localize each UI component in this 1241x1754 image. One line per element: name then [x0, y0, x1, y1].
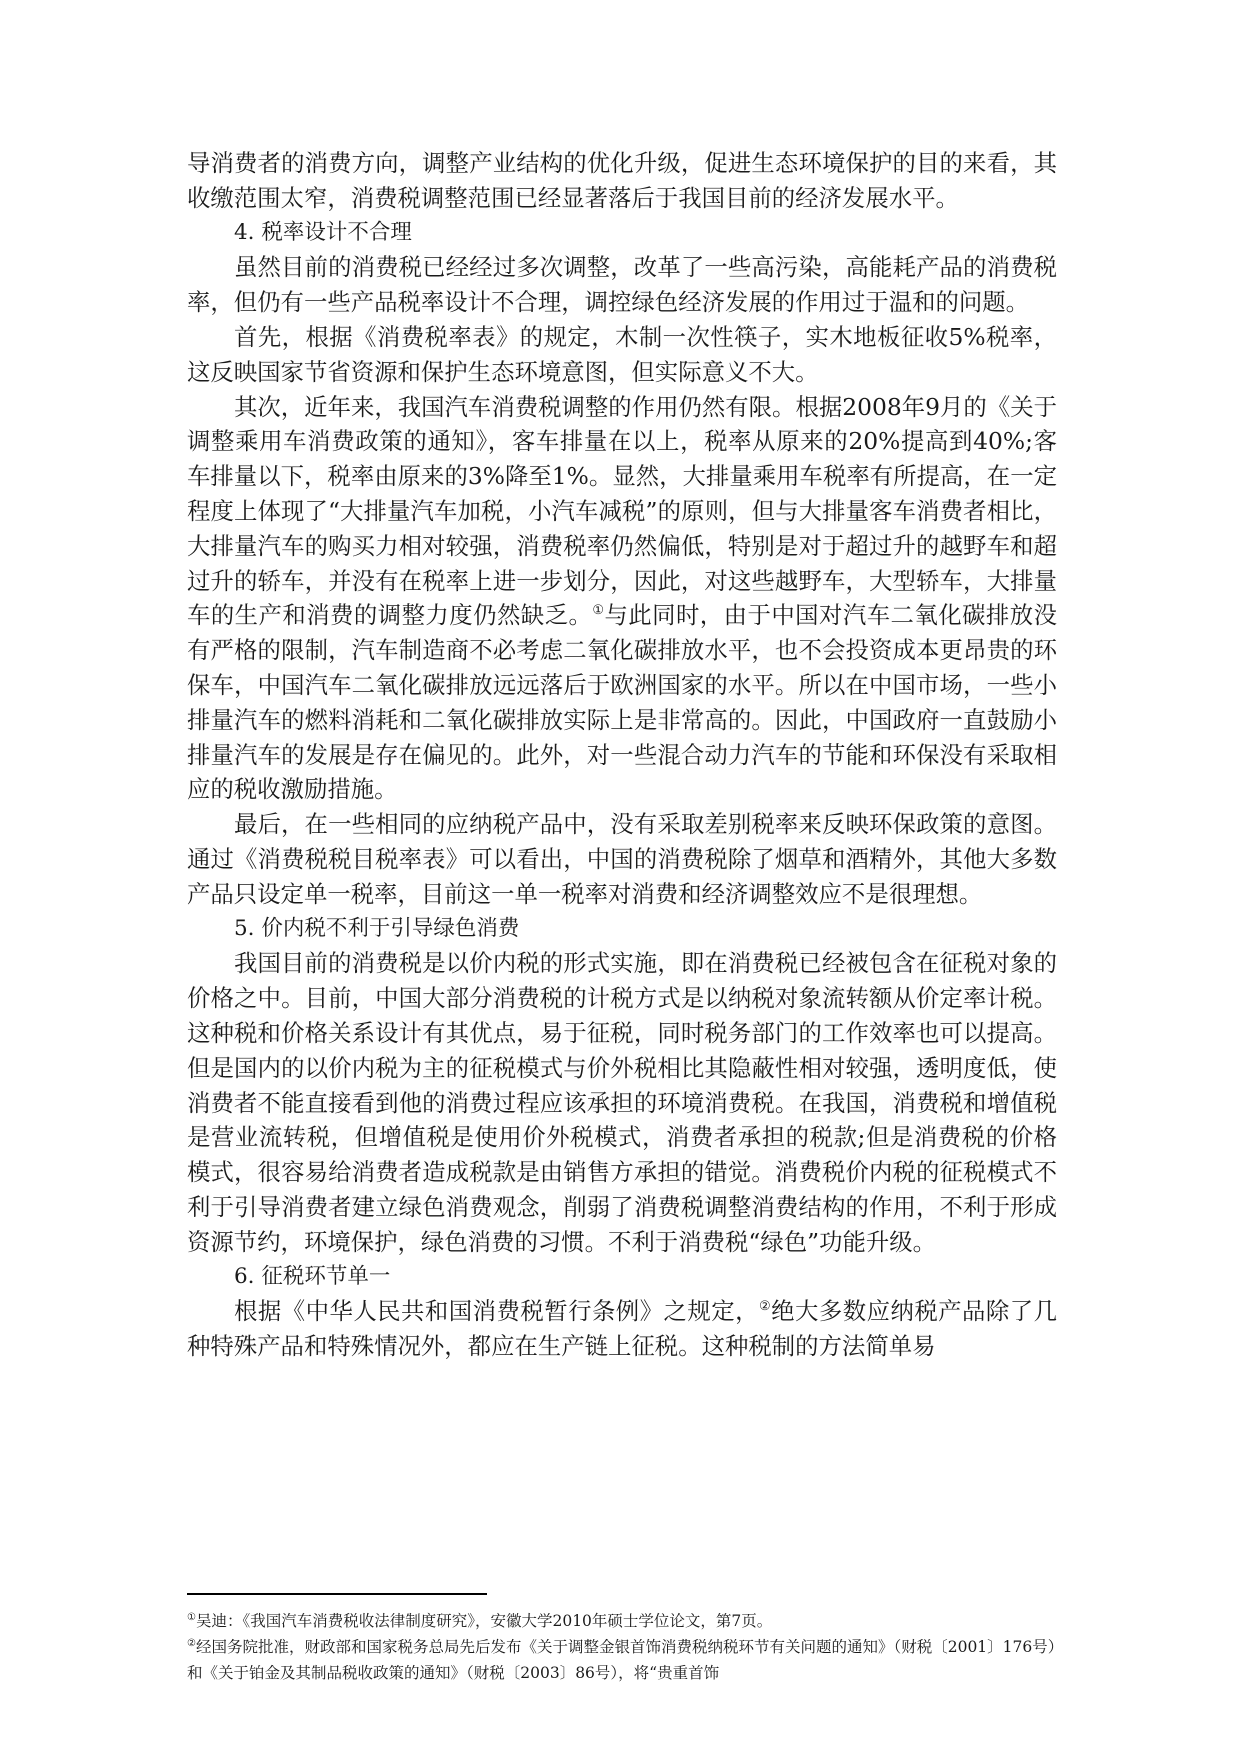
paragraph-text: 绝大多数应纳税产品除了几种特殊产品和特殊情况外，都应在生产链上征税。这种税制的方法简单易 [187, 1297, 1058, 1361]
footnote-2 [187, 1634, 1057, 1686]
footnote-text: 经国务院批准，财政部和国家税务总局先后发布《关于调整金银首饰消费税纳税环节有关问题的通知》（财税〔2001〕176号）和《关于铂金及其制品税收政策的通知》（财税〔2003〕86号），将“贵重首饰 [187, 1638, 1056, 1682]
footnote-ref-2[interactable]: ② [759, 1299, 772, 1315]
paragraph: 首先，根据《消费税率表》的规定，木制一次性筷子，实木地板征收5%税率，这反映国家节省资源和保护生态环境意图，但实际意义不大。 [187, 322, 1057, 386]
paragraph: 我国目前的消费税是以价内税的形式实施，即在消费税已经被包含在征税对象的价格之中。目前，中国大部分消费税的计税方式是以纳税对象流转额从价定率计税。这种税和价格关系设计有其优点，易于征税，同时税务部门的工作效率也可以提高。但是国内的以价内税为主的征税模式与价外税相比其隐蔽性相对较强，透明度低，使消费者不能直接看到他的消费过程应该承担的环境消费税。在我国，消费税和增值税是营业流转税，但增值税是使用价外税模式，消费者承担的税款;但是消费税的价格模式，很容易给消费者造成税款是由销售方承担的错觉。消费税价内税的征税模式不利于引导消费者建立绿色消费观念，削弱了消费税调整消费结构的作用，不利于形成资源节约，环境保护，绿色消费的习惯。不利于消费税“绿色”功能升级。 [187, 949, 1057, 1256]
section-heading-5: 5. 价内税不利于引导绿色消费 [234, 915, 520, 941]
footnotes [187, 1608, 1057, 1686]
section-heading-4: 4. 税率设计不合理 [234, 219, 412, 245]
footnote-mark-1: ① [187, 1611, 196, 1623]
paragraph-with-footnote [187, 390, 1057, 808]
body-text [187, 146, 1057, 1364]
footnote-mark-2: ② [187, 1637, 196, 1649]
section-heading-6: 6. 征税环节单一 [234, 1263, 391, 1289]
footnote-ref-1[interactable]: ① [592, 603, 605, 619]
paragraph-continuation: 导消费者的消费方向，调整产业结构的优化升级，促进生态环境保护的目的来看，其收缴范围太窄，消费税调整范围已经显著落后于我国目前的经济发展水平。 [187, 149, 1057, 212]
paragraph-text: 根据《中华人民共和国消费税暂行条例》之规定， [234, 1297, 759, 1326]
paragraph-with-footnote [187, 1294, 1057, 1364]
paragraph: 最后，在一些相同的应纳税产品中，没有采取差别税率来反映环保政策的意图。通过《消费税税目税率表》可以看出，中国的消费税除了烟草和酒精外，其他大多数产品只设定单一税率，目前这一单一税率对消费和经济调整效应不是很理想。 [187, 810, 1057, 908]
footnote-1 [187, 1608, 1057, 1634]
paragraph-text: 其次，近年来，我国汽车消费税调整的作用仍然有限。根据2008年9月的《关于调整乘用车消费政策的通知》，客车排量在以上，税率从原来的20%提高到40%;客车排量以下，税率由原来的3%降至1%。显然，大排量乘用车税率有所提高，在一定程度上体现了“大排量汽车加税，小汽车减税”的原则，但与大排量客车消费者相比，大排量汽车的购买力相对较强，消费税率仍然偏低，特别是对于超过升的越野车和超过升的轿车，并没有在税率上进一步划分，因此，对这些越野车，大型轿车，大排量车的生产和消费的调整力度仍然缺乏。 [187, 392, 1057, 630]
footnote-text: 吴迪：《我国汽车消费税收法律制度研究》，安徽大学2010年硕士学位论文，第7页。 [195, 1612, 773, 1630]
paragraph-text: 与此同时，由于中国对汽车二氧化碳排放没有严格的限制，汽车制造商不必考虑二氧化碳排放水平，也不会投资成本更昂贵的环保车，中国汽车二氧化碳排放远远落后于欧洲国家的水平。所以在中国市场，一些小排量汽车的燃料消耗和二氧化碳排放实际上是非常高的。因此，中国政府一直鼓励小排量汽车的发展是存在偏见的。此外，对一些混合动力汽车的节能和环保没有采取相应的税收激励措施。 [187, 601, 1057, 804]
footnote-separator [187, 1593, 487, 1595]
paragraph: 虽然目前的消费税已经经过多次调整，改革了一些高污染，高能耗产品的消费税率，但仍有一些产品税率设计不合理，调控绿色经济发展的作用过于温和的问题。 [187, 253, 1057, 317]
